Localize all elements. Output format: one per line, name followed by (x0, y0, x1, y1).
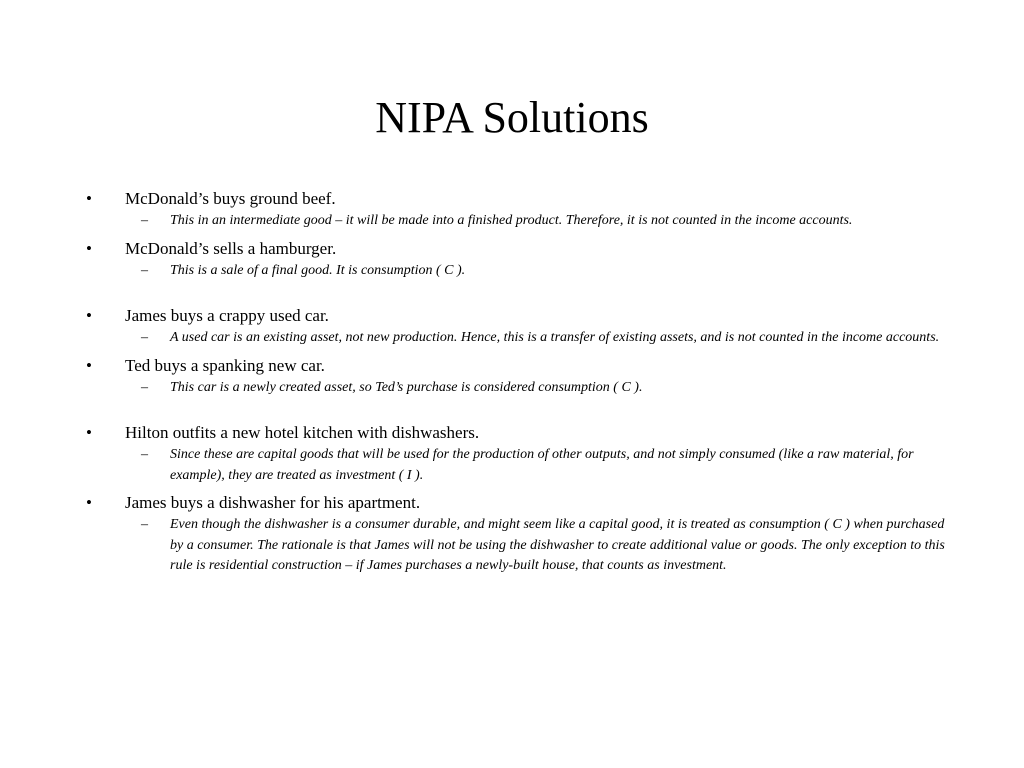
bullet-marker: • (86, 493, 92, 512)
sub-bullet-text: This is a sale of a final good. It is consumption ( C ). (170, 262, 466, 278)
sub-bullet-marker: – (141, 379, 148, 395)
bullet-item (86, 422, 946, 443)
bullet-group-3 (86, 422, 946, 577)
sub-bullet-text: Since these are capital goods that will be used for the production of other outputs, and not simply consumed (like a raw material, for example), they are treated as investment ( I ). (170, 447, 914, 483)
sub-bullet-item (86, 211, 946, 232)
sub-bullet-item (86, 328, 946, 349)
sub-bullet-item (86, 378, 946, 399)
bullet-text: James buys a crappy used car. (125, 306, 329, 325)
sub-bullet-item (86, 261, 946, 282)
bullet-item (86, 355, 946, 376)
sub-bullet-marker: – (141, 262, 148, 278)
bullet-text: Hilton outfits a new hotel kitchen with dishwashers. (125, 423, 480, 442)
bullet-marker: • (86, 189, 92, 208)
sub-bullet-text: A used car is an existing asset, not new production. Hence, this is a transfer of existing assets, and is not counted in the income accounts. (170, 330, 940, 345)
sub-bullet-marker: – (141, 447, 148, 462)
sub-bullet-marker: – (141, 517, 148, 532)
bullet-item (86, 492, 946, 513)
bullet-group-2 (86, 305, 946, 398)
bullet-text: James buys a dishwasher for his apartment. (125, 493, 421, 512)
bullet-marker: • (86, 355, 92, 375)
bullet-text: Ted buys a spanking new car. (125, 355, 325, 375)
slide-title: NIPA Solutions (375, 93, 649, 142)
slide-content (86, 184, 946, 583)
bullet-text: McDonald’s sells a hamburger. (125, 238, 337, 258)
bullet-item (86, 305, 946, 326)
bullet-marker: • (86, 306, 92, 325)
bullet-group-1 (86, 188, 946, 281)
bullet-item (86, 238, 946, 259)
sub-bullet-marker: – (141, 330, 148, 345)
bullet-text: McDonald’s buys ground beef. (125, 189, 336, 208)
bullet-marker: • (86, 238, 92, 258)
sub-bullet-text: This car is a newly created asset, so Ted’s purchase is considered consumption ( C ). (170, 379, 643, 395)
sub-bullet-text: This in an intermediate good – it will be made into a finished product. Therefore, it is not counted in the income accounts. (170, 213, 853, 228)
sub-bullet-text: Even though the dishwasher is a consumer durable, and might seem like a capital good, it is treated as consumption ( C ) when purchased by a consumer. The rationale is that James will not be using the dishwasher to create additional value or goods. The only exception to this rule is residential construction – if James purchases a newly-built house, that counts as investment. (170, 517, 945, 573)
sub-bullet-item (86, 445, 946, 486)
sub-bullet-marker: – (141, 213, 148, 228)
bullet-marker: • (86, 423, 92, 442)
sub-bullet-item (86, 515, 946, 577)
bullet-item (86, 188, 946, 209)
